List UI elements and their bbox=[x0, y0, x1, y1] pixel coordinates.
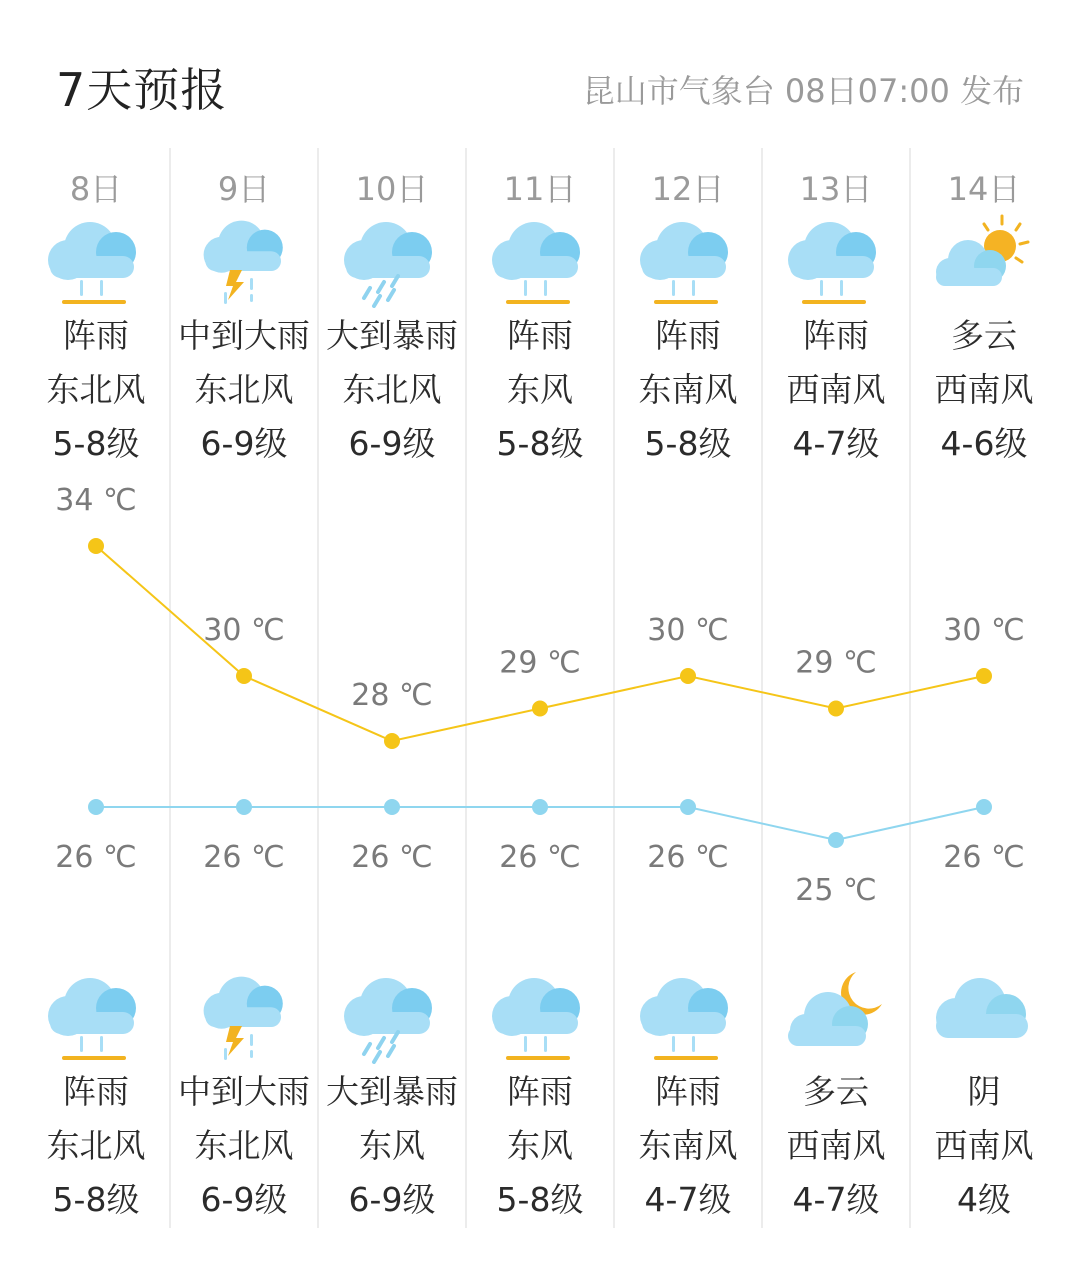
high-temp-label: 30 ℃ bbox=[647, 613, 729, 648]
night-weather: 阵雨 bbox=[63, 1072, 129, 1111]
night-wind-direction: 东南风 bbox=[638, 1126, 738, 1165]
high-temp-label: 29 ℃ bbox=[499, 645, 581, 681]
high-temp-point bbox=[236, 668, 252, 684]
day-wind-level: 5-8级 bbox=[644, 424, 732, 463]
publish-source: 昆山市气象台 08日07:00 发布 bbox=[582, 72, 1024, 110]
day-wind-direction: 东北风 bbox=[194, 370, 294, 409]
night-wind-direction: 西南风 bbox=[934, 1126, 1034, 1165]
day-wind-direction: 东南风 bbox=[638, 370, 738, 409]
night-wind-direction: 东风 bbox=[359, 1126, 425, 1165]
low-temp-label: 26 ℃ bbox=[499, 840, 581, 875]
night-wind-level: 6-9级 bbox=[348, 1180, 436, 1219]
night-weather: 中到大雨 bbox=[178, 1072, 310, 1111]
low-temp-label: 26 ℃ bbox=[203, 840, 285, 875]
high-temp-point bbox=[532, 701, 548, 717]
low-temp-label: 25 ℃ bbox=[795, 873, 877, 908]
day-weather: 多云 bbox=[951, 316, 1017, 355]
night-wind-level: 4级 bbox=[957, 1180, 1011, 1219]
high-temp-label: 30 ℃ bbox=[203, 613, 285, 648]
low-temp-point bbox=[384, 799, 400, 815]
low-temp-point bbox=[88, 799, 104, 815]
night-wind-level: 5-8级 bbox=[52, 1180, 140, 1219]
high-temp-point bbox=[976, 668, 992, 684]
night-wind-direction: 西南风 bbox=[786, 1126, 886, 1165]
forecast-date: 11日 bbox=[503, 170, 577, 208]
day-weather: 阵雨 bbox=[63, 316, 129, 355]
night-wind-direction: 东北风 bbox=[194, 1126, 294, 1165]
forecast-date: 12日 bbox=[651, 170, 725, 208]
forecast-date: 10日 bbox=[355, 170, 429, 208]
low-temp-point bbox=[828, 832, 844, 848]
day-wind-direction: 东北风 bbox=[342, 370, 442, 409]
forecast-date: 14日 bbox=[947, 170, 1021, 208]
night-wind-level: 5-8级 bbox=[496, 1180, 584, 1219]
night-wind-level: 4-7级 bbox=[644, 1180, 732, 1219]
high-temp-label: 28 ℃ bbox=[351, 678, 433, 713]
forecast-date: 9日 bbox=[217, 170, 271, 208]
high-temp-label: 29 ℃ bbox=[795, 645, 877, 681]
day-weather: 大到暴雨 bbox=[326, 316, 458, 355]
night-weather: 阵雨 bbox=[507, 1072, 573, 1111]
day-wind-level: 4-6级 bbox=[940, 424, 1028, 463]
high-temp-point bbox=[680, 668, 696, 684]
day-wind-direction: 西南风 bbox=[934, 370, 1034, 409]
high-temp-label: 34 ℃ bbox=[55, 483, 137, 518]
low-temp-label: 26 ℃ bbox=[943, 840, 1025, 875]
night-wind-direction: 东北风 bbox=[46, 1126, 146, 1165]
page-title: 7天预报 bbox=[56, 63, 228, 117]
low-temp-label: 26 ℃ bbox=[647, 840, 729, 875]
night-weather: 阵雨 bbox=[655, 1072, 721, 1111]
day-wind-level: 5-8级 bbox=[52, 424, 140, 463]
high-temp-point bbox=[828, 701, 844, 717]
high-temp-point bbox=[384, 733, 400, 749]
day-wind-level: 6-9级 bbox=[348, 424, 436, 463]
low-temp-point bbox=[236, 799, 252, 815]
forecast-date: 13日 bbox=[799, 170, 873, 208]
day-wind-direction: 东风 bbox=[507, 370, 573, 409]
day-weather: 阵雨 bbox=[507, 316, 573, 355]
low-temp-label: 26 ℃ bbox=[351, 840, 433, 875]
day-wind-level: 4-7级 bbox=[792, 424, 880, 463]
night-wind-level: 4-7级 bbox=[792, 1180, 880, 1219]
night-wind-direction: 东风 bbox=[507, 1126, 573, 1165]
day-wind-level: 6-9级 bbox=[200, 424, 288, 463]
day-weather: 阵雨 bbox=[803, 316, 869, 355]
day-weather: 阵雨 bbox=[655, 316, 721, 355]
night-wind-level: 6-9级 bbox=[200, 1180, 288, 1219]
low-temp-point bbox=[680, 799, 696, 815]
day-wind-direction: 东北风 bbox=[46, 370, 146, 409]
low-temp-point bbox=[532, 799, 548, 815]
forecast-date: 8日 bbox=[69, 170, 123, 208]
day-weather: 中到大雨 bbox=[178, 316, 310, 355]
low-temp-point bbox=[976, 799, 992, 815]
day-wind-level: 5-8级 bbox=[496, 424, 584, 463]
low-temp-label: 26 ℃ bbox=[55, 840, 137, 875]
day-wind-direction: 西南风 bbox=[786, 370, 886, 409]
night-weather: 阴 bbox=[967, 1072, 1001, 1111]
high-temp-point bbox=[88, 538, 104, 554]
high-temp-label: 30 ℃ bbox=[943, 613, 1025, 648]
night-weather: 多云 bbox=[803, 1072, 869, 1111]
night-weather: 大到暴雨 bbox=[326, 1072, 458, 1111]
